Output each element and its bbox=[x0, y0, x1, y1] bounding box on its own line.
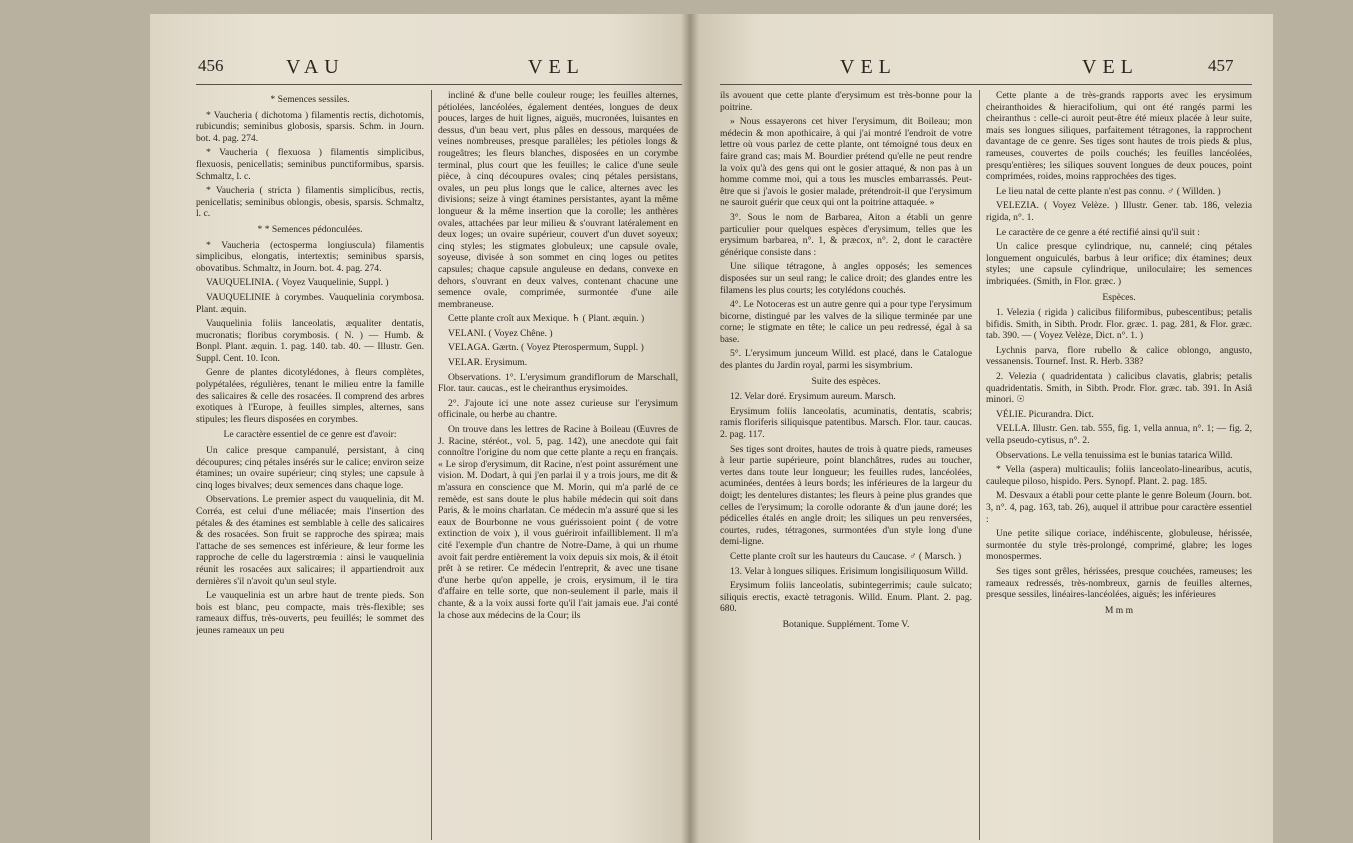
paragraph: Botanique. Supplément. Tome V. bbox=[782, 618, 910, 630]
paragraph: On trouve dans les lettres de Racine à Boileau (Œuvres de J. Racine, stéréot., vol. 5, pag. 142), une anecdote qui fait connoître l'origine du nom que cette plante a reçu en français. « Le sirop d'erysimum, dit Racine, n'est point assurément une vision. M. Dodart, à qui j'en parlai il y a trois jours, me dit & m'assura en conscience que M. Morin, qui m'a parlé de ce remède, est sans doute le plus habile médecin qui soit dans Paris, & le moins charlatan. Ce médecin m'a assuré que si les eaux de Bourbonne ne vous guérissoient point ( de votre extinction de voix ), il vous guériroit infailliblement. Il m'a cité l'exemple d'un chantre de Notre-Dame, à qui un rhume avoit fait perdre entièrement la voix depuis six mois, & il étoit prêt à se retirer. Ce médecin l'entreprit, & avec une tisane d'une herbe qu'on appelle, je crois, erysimum, il le tira d'affaire en telle sorte, que non-seulement il parle, mais il chante, & a la voix aussi forte qu'il l'ait jamais eue. J'ai conté la chose aux médecins de la Cour; ils bbox=[438, 424, 678, 621]
paragraph: 12. Velar doré. Erysimum aureum. Marsch. bbox=[730, 391, 896, 403]
paragraph: * Vaucheria (ectosperma longiuscula) filamentis simplicibus, elongatis, intertextis; seminibus sparsis, obovatibus. Schmaltz, in Journ. bot. 4. pag. 274. bbox=[196, 239, 424, 274]
paragraph: 3°. Sous le nom de Barbarea, Aiton a établi un genre particulier pour quelques espèces d'erysimum, telles que les erysimum barbarea, n°. 1, & præcox, n°. 2, dont le caractère générique consiste dans : bbox=[720, 211, 972, 258]
paragraph: ils avouent que cette plante d'erysimum est très-bonne pour la poitrine. bbox=[720, 90, 972, 113]
paragraph: VELANI. ( Voyez Chêne. ) bbox=[448, 327, 553, 339]
running-head-right-2: VEL bbox=[1082, 56, 1139, 78]
paragraph: Une silique tétragone, à angles opposés; les semences disposées sur un seul rang; le calice droit; des glandes entre les filamens les plus courts; les cotylédons couchés. bbox=[720, 261, 972, 296]
paragraph: * * Semences pédonculées. bbox=[257, 223, 363, 235]
paragraph: incliné & d'une belle couleur rouge; les feuilles alternes, pétiolées, lancéolées, également dentées, longues de deux pouces, larges de huit lignes, aiguës, mucronées, luisantes en dessus, d'un beau vert, plus pâles en dessous, marquées de veines nombreuses, presque parallèles; les pétioles longs & rougeâtres; les fleurs blanches, disposées en un corymbe terminal, plus court que les feuilles; le calice d'une seule pièce, à cinq découpures ovales; cinq pétales persistans, ovales, un peu plus longs que le calice, alternes avec les divisions; seize à vingt étamines persistantes, ayant la même longueur & la même insertion que la corolle; les anthères ovales, attachées par leur milieu & s'ouvrant latéralement en deux loges; un ovaire supérieur, couvert d'un duvet soyeux; cinq styles; les stigmates globuleux; une capsule ovale, soyeuse, divisée à son sommet en cinq loges ou petites capsules; chaque capsule anguleuse en dedans, convexe en dehors, s'ouvrant en deux valves, contenant chacune une semence ovale, comprimée, surmontée d'une aile membraneuse. bbox=[438, 90, 678, 310]
paragraph: 4°. Le Notoceras est un autre genre qui a pour type l'erysimum bicorne, distingué par les valves de la silique terminée par une corne; le stigmate en tête; le calice un peu redressé, égal à sa base. bbox=[720, 299, 972, 345]
left-page bbox=[150, 14, 690, 843]
page-number-left: 456 bbox=[198, 56, 224, 75]
paragraph: * Vella (aspera) multicaulis; foliis lanceolato-linearibus, acutis, cauleque piloso, hispido. Pers. Synopf. Plant. 2. pag. 185. bbox=[986, 464, 1252, 487]
paragraph: Suite des espèces. bbox=[811, 375, 881, 387]
paragraph: VAUQUELINIA. ( Voyez Vauquelinie, Suppl. ) bbox=[206, 277, 389, 289]
paragraph: Le caractère essentiel de ce genre est d'avoir: bbox=[223, 429, 397, 441]
paragraph: Cette plante a de très-grands rapports avec les erysimum cheiranthoides & hieracifolium, qui ont été rangés parmi les cheiranthus : celle-ci auroit peut-être été mieux placée à leur suite, mais ses longues siliques, parfaitement tétragones, la rapprochent davantage de ce genre. Ses tiges sont hautes de trois pieds & plus, rameuses, couvertes de poils couchés; les feuilles lancéolées, presqu'entières; les siliques souvent longues de deux pouces, point comprimées, roides, moins rapprochées des tiges. bbox=[986, 90, 1252, 183]
paragraph: M m m bbox=[1104, 604, 1134, 616]
paragraph: Le caractère de ce genre a été rectifié ainsi qu'il suit : bbox=[996, 226, 1200, 238]
paragraph: * Vaucheria ( dichotoma ) filamentis rectis, dichotomis, rubicundis; seminibus globosis, sparsis. Schm. in Journ. bot. 4. pag. 274. bbox=[196, 109, 424, 144]
paragraph: M. Desvaux a établi pour cette plante le genre Boleum (Journ. bot. 3, n°. 4, pag. 163, tab. 26), auquel il attribue pour caractère essentiel : bbox=[986, 490, 1252, 525]
running-head-right: VEL bbox=[840, 56, 897, 78]
paragraph: Observations. Le vella tenuissima est le bunias tatarica Willd. bbox=[996, 449, 1233, 461]
column-divider-left bbox=[431, 90, 432, 840]
paragraph: Un calice presque cylindrique, nu, cannelé; cinq pétales longuement onguiculés, barbus à leur orifice; dix étamines; deux styles; une capsule cylindrique, uniloculaire; les semences imbriquées. (Smith, in Flor. græc. ) bbox=[986, 241, 1252, 287]
left-page-column-2 bbox=[438, 90, 678, 840]
paragraph: Ses tiges sont grêles, hérissées, presque couchées, rameuses; les rameaux redressés, très-nombreux, garnis de feuilles alternes, presque sessiles, linéaires-lancéolées, aiguës; les inférieures bbox=[986, 565, 1252, 601]
paragraph: Cette plante croît aux Mexique. ♄ ( Plant. æquin. ) bbox=[448, 313, 645, 325]
right-page bbox=[690, 14, 1273, 843]
paragraph: Genre de plantes dicotylédones, à fleurs complètes, polypétalées, régulières, tenant le milieu entre la famille des salicaires & celle des rosacées. Il comprend des arbres exotiques à l'Europe, à feuilles simples, alternes, sans stipules; les fleurs disposées en corymbes. bbox=[196, 367, 424, 425]
running-head-left: VAU bbox=[286, 56, 345, 78]
paragraph: * Vaucheria ( flexuosa ) filamentis simplicibus, flexuosis, penicellatis; seminibus punctiformibus, sparsis. Schmaltz, l. c. bbox=[196, 147, 424, 182]
paragraph: Un calice presque campanulé, persistant, à cinq découpures; cinq pétales insérés sur le calice; environ seize étamines; un ovaire supérieur; cinq styles; une capsule à cinq loges bivalves; deux semences dans chaque loge. bbox=[196, 445, 424, 491]
paragraph: Lychnis parva, flore rubello & calice oblongo, angusto, vessanensis. Tournef. Inst. R. Herb. 338? bbox=[986, 344, 1252, 368]
paragraph: 13. Velar à longues siliques. Erisimum longisiliquosum Willd. bbox=[730, 565, 969, 577]
paragraph: Cette plante croît sur les hauteurs du Caucase. ♂ ( Marsch. ) bbox=[730, 550, 962, 562]
right-page-column-2 bbox=[986, 90, 1252, 840]
paragraph: Le lieu natal de cette plante n'est pas connu. ♂ ( Willden. ) bbox=[996, 185, 1221, 197]
paragraph: Ses tiges sont droites, hautes de trois à quatre pieds, rameuses à leur partie supérieure, point blanchâtres, rudes au toucher, vertes dans toute leur longueur; les feuilles rudes, lancéolées, acuminées, dentées à leurs bords; les inférieures de la largeur du doigt; les dentelures distantes; les fleurs à peine plus grandes que celles de l'erysimum; la corolle odorante & d'un jaune doré; les pédicelles étalés en angle droit; les siliques un peu renversées, courtes, rudes, tétragones, surmontées d'un style long d'une demi-ligne. bbox=[720, 443, 972, 548]
paragraph: VELAGA. Gærtn. ( Voyez Pterospermum, Suppl. ) bbox=[448, 342, 644, 354]
paragraph: 2°. J'ajoute ici une note assez curieuse sur l'erysimum officinale, ou herbe au chantre. bbox=[438, 397, 678, 421]
paragraph: Une petite silique coriace, indéhiscente, globuleuse, hérissée, surmontée du style très-prolongé, comprimé, glabre; les loges monospermes. bbox=[986, 528, 1252, 563]
left-page-column-1 bbox=[196, 90, 424, 840]
paragraph: » Nous essayerons cet hiver l'erysimum, dit Boileau; mon médecin & mon apothicaire, à qui j'ai montré l'endroit de votre lettre où vous parlez de cette plante, ont témoigné tous deux en faire grand cas; mais M. Bourdier prétend qu'elle ne peut rendre la voix qu'à des gens qui ont le gosier attaqué, & non pas à un homme comme moi, qui a tous les muscles embarrassés. Peut-être que si j'avois le gosier malade, prétendroit-il que l'erysimum ne sauroit guérir que ceux qui ont la poitrine attaquée. » bbox=[720, 116, 972, 209]
right-page-column-1 bbox=[720, 90, 972, 840]
book-gutter bbox=[681, 14, 699, 843]
paragraph: 1. Velezia ( rigida ) calicibus filiformibus, pubescentibus; petalis bifidis. Smith, in Sibth. Prodr. Flor. græc. 1. pag. 281, & Flor. græc. tab. 390. — ( Voyez Velèze, Dict. n°. 1. ) bbox=[986, 307, 1252, 342]
paragraph: VELAR. Erysimum. bbox=[448, 357, 528, 369]
page-number-right: 457 bbox=[1208, 56, 1234, 75]
paragraph: 2. Velezia ( quadridentata ) calicibus clavatis, glabris; petalis quadridentatis. Smith, in Sibth. Prodr. Flor. græc. tab. 391. In Asiâ minori. ☉ bbox=[986, 371, 1252, 406]
paragraph: * Vaucheria ( stricta ) filamentis simplicibus, rectis, penicellatis; seminibus oblongis, obesis, sparsis. Schmaltz, l. c. bbox=[196, 185, 424, 220]
header-rule-right bbox=[720, 84, 1252, 85]
paragraph: VELLA. Illustr. Gen. tab. 555, fig. 1, vella annua, n°. 1; — fig. 2, vella pseudo-cytisus, n°. 2. bbox=[986, 423, 1252, 447]
paragraph: 5°. L'erysimum junceum Willd. est placé, dans le Catalogue des plantes du Jardin royal, parmi les sisymbrium. bbox=[720, 348, 972, 372]
header-rule-left bbox=[196, 84, 682, 85]
column-divider-right bbox=[979, 90, 980, 840]
paragraph: VELEZIA. ( Voyez Velèze. ) Illustr. Gener. tab. 186, velezia rigida, n°. 1. bbox=[986, 200, 1252, 223]
paragraph: Vauquelinia foliis lanceolatis, æqualiter dentatis, mucronatis; floribus corymbosis. ( N. ) — Humb. & Bonpl. Plant. æquin. 1. pag. 140. tab. 40. — Illustr. Gen. Suppl. Cent. 10. Icon. bbox=[196, 318, 424, 364]
paragraph: Espèces. bbox=[1102, 291, 1136, 303]
paragraph: VÉLIE. Picurandra. Dict. bbox=[996, 408, 1094, 420]
paragraph: * Semences sessiles. bbox=[270, 94, 350, 105]
paragraph: Observations. 1°. L'erysimum grandiflorum de Marschall, Flor. taur. caucas., est le cheiranthus erysimoides. bbox=[438, 371, 678, 395]
paragraph: VAUQUELINIE à corymbes. Vauquelinia corymbosa. Plant. æquin. bbox=[196, 291, 424, 315]
paragraph: Erysimum foliis lanceolatis, acuminatis, dentatis, scabris; ramis floriferis siliquisque patentibus. Marsch. Flor. taur. caucas. 2. pag. 117. bbox=[720, 405, 972, 441]
paragraph: Le vauquelinia est un arbre haut de trente pieds. Son bois est blanc, peu compacte, mais très-flexible; ses rameaux diffus, très-ouverts, peu feuillés; le sommet des jeunes rameaux un peu bbox=[196, 590, 424, 636]
paragraph: Observations. Le premier aspect du vauquelinia, dit M. Corréa, est celui d'une méliacée; mais l'insertion des pétales & des étamines est semblable à celle des salicaires & des rosacées. Son fruit se rapproche des spiræa; mais l'attache de ses semences est inférieure, & leur forme les rapproche de celle du lagerstrœmia : ainsi le vauquelinia réunit les rosacées aux salicaires; il appartiendroit aux dernières s'il n'avoit qu'un seul style. bbox=[196, 494, 424, 587]
running-head-left-2: VEL bbox=[528, 56, 585, 78]
paragraph: Erysimum foliis lanceolatis, subintegerrimis; caule sulcato; siliquis erectis, exactè tetragonis. Willd. Enum. Plant. 2. pag. 680. bbox=[720, 580, 972, 615]
